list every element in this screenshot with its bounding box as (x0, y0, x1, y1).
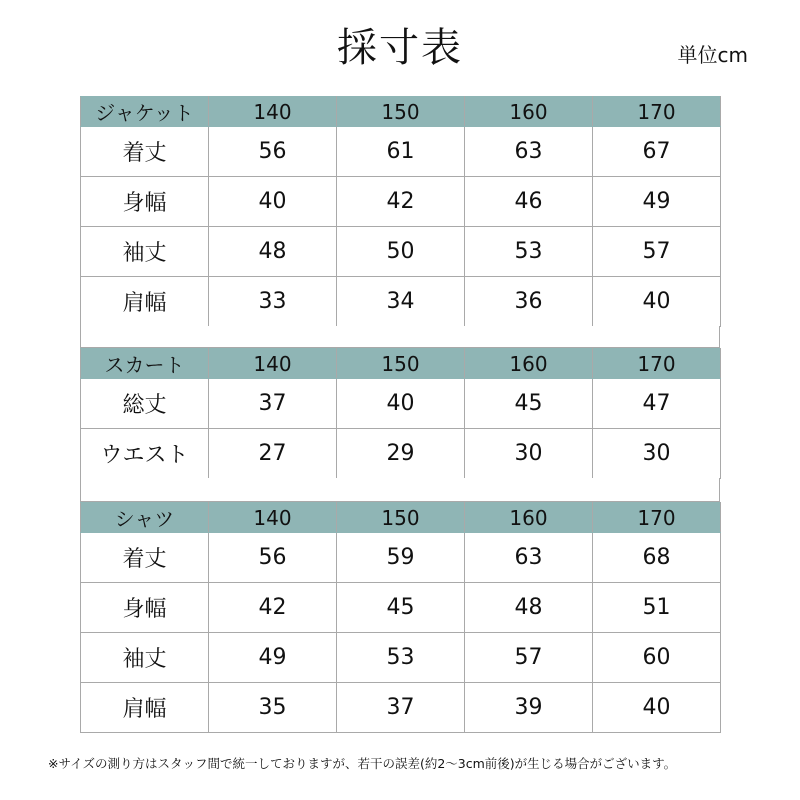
size-header: 150 (337, 97, 465, 127)
cell-value: 45 (465, 379, 593, 429)
size-header: 160 (465, 97, 593, 127)
cell-value: 59 (337, 533, 465, 583)
cell-value: 46 (465, 177, 593, 227)
table-row (81, 429, 721, 479)
cell-value: 30 (465, 429, 593, 479)
table-row (81, 177, 721, 227)
unit-label: 単位cm (677, 43, 748, 67)
size-header: 150 (337, 349, 465, 379)
measurement-note: ※サイズの測り方はスタッフ間で統一しておりますが、若干の誤差(約2～3cm前後)が生じる場合がございます。 (48, 756, 677, 771)
cell-value: 42 (337, 177, 465, 227)
size-header: 140 (209, 349, 337, 379)
cell-value: 37 (209, 379, 337, 429)
table-row (81, 533, 721, 583)
section-spacer (80, 326, 720, 348)
cell-value: 61 (337, 127, 465, 177)
cell-value: 40 (337, 379, 465, 429)
cell-value: 37 (337, 683, 465, 733)
table-row (81, 127, 721, 177)
size-header: 140 (209, 97, 337, 127)
cell-value: 57 (465, 633, 593, 683)
table-row (81, 633, 721, 683)
shirt-category-label: シャツ (81, 503, 209, 533)
cell-value: 34 (337, 277, 465, 327)
table-header-row (81, 97, 721, 127)
cell-value: 56 (209, 533, 337, 583)
jacket-size-table (80, 96, 721, 327)
cell-value: 57 (593, 227, 721, 277)
cell-value: 36 (465, 277, 593, 327)
cell-value: 53 (465, 227, 593, 277)
jacket-category-label: ジャケット (81, 97, 209, 127)
size-header: 160 (465, 349, 593, 379)
row-label: 身幅 (81, 177, 209, 227)
cell-value: 63 (465, 533, 593, 583)
shirt-size-table (80, 502, 721, 733)
size-header: 170 (593, 97, 721, 127)
cell-value: 27 (209, 429, 337, 479)
cell-value: 48 (465, 583, 593, 633)
size-header: 140 (209, 503, 337, 533)
cell-value: 45 (337, 583, 465, 633)
table-row (81, 277, 721, 327)
cell-value: 53 (337, 633, 465, 683)
row-label: 着丈 (81, 127, 209, 177)
cell-value: 63 (465, 127, 593, 177)
row-label: 肩幅 (81, 683, 209, 733)
table-row (81, 379, 721, 429)
table-row (81, 583, 721, 633)
row-label: 肩幅 (81, 277, 209, 327)
cell-value: 40 (593, 683, 721, 733)
cell-value: 39 (465, 683, 593, 733)
cell-value: 40 (593, 277, 721, 327)
cell-value: 68 (593, 533, 721, 583)
table-row (81, 683, 721, 733)
row-label: ウエスト (81, 429, 209, 479)
cell-value: 56 (209, 127, 337, 177)
cell-value: 30 (593, 429, 721, 479)
cell-value: 33 (209, 277, 337, 327)
cell-value: 49 (209, 633, 337, 683)
page-title: 採寸表 (337, 25, 463, 71)
row-label: 袖丈 (81, 633, 209, 683)
skirt-size-table (80, 348, 721, 479)
size-header: 160 (465, 503, 593, 533)
table-header-row (81, 349, 721, 379)
section-spacer (80, 478, 720, 502)
row-label: 袖丈 (81, 227, 209, 277)
row-label: 身幅 (81, 583, 209, 633)
table-row (81, 227, 721, 277)
cell-value: 47 (593, 379, 721, 429)
cell-value: 42 (209, 583, 337, 633)
size-header: 150 (337, 503, 465, 533)
size-header: 170 (593, 503, 721, 533)
cell-value: 51 (593, 583, 721, 633)
cell-value: 50 (337, 227, 465, 277)
cell-value: 35 (209, 683, 337, 733)
cell-value: 49 (593, 177, 721, 227)
row-label: 着丈 (81, 533, 209, 583)
row-label: 総丈 (81, 379, 209, 429)
cell-value: 29 (337, 429, 465, 479)
skirt-category-label: スカート (81, 349, 209, 379)
cell-value: 48 (209, 227, 337, 277)
table-header-row (81, 503, 721, 533)
cell-value: 67 (593, 127, 721, 177)
size-header: 170 (593, 349, 721, 379)
cell-value: 60 (593, 633, 721, 683)
cell-value: 40 (209, 177, 337, 227)
